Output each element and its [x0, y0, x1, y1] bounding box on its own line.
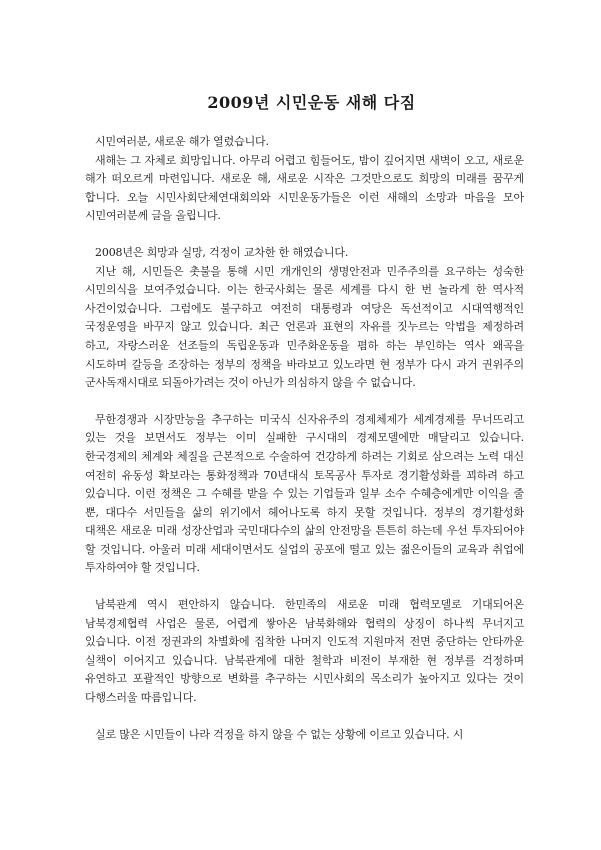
paragraph-candlelight: 지난 해, 시민들은 촛불을 통해 시민 개개인의 생명안전과 민주주의를 요구하는 성숙한 시민의식을 보여주었습니다. 이는 한국사회는 물론 세계를 다시 한 번 놀라게 한 역사적 사건이었습니다. 그럼에도 불구하고 여전히 대통령과 여당은 독선적이고 시대역행적인 국정운영을 바꾸지 않고 있습니다. 최근 언론과 표현의 자유를 짓누르는 악법을 제정하려 하고, 자랑스러운 선조들의 독립운동과 민주화운동을 폄하 하는 부인하는 역사 왜곡을 시도하며 갈등을 조장하는 정부의 정책을 바라보고 있노라면 현 정부가 다시 과거 권위주의 군사독재시대로 되돌아가려는 것이 아닌가 의심하지 않을 수 없습니다. [85, 264, 524, 390]
paragraph-spacer [85, 708, 524, 726]
paragraph-new-year-hope: 새해는 그 자체로 희망입니다. 아무리 어렵고 힘들어도, 밤이 깊어지면 새벽이 오고, 새로운 해가 떠오르게 마련입니다. 새로운 해, 새로운 시작은 그것만으로도 희망의 미래를 꿈꾸게 합니다. 오늘 시민사회단체연대회의와 시민운동가들은 이런 새해의 소망과 마음을 모아 시민여러분께 글을 올립니다. [85, 153, 524, 223]
paragraph-inter-korean: 남북관계 역시 편안하지 않습니다. 한민족의 새로운 미래 협력모델로 기대되어온 남북경제협력 사업은 물론, 어렵게 쌓아온 남북화해와 협력의 상징이 하나씩 무너지고 있습니다. 이전 정권과의 차별화에 집착한 나머지 인도적 지원마저 전면 중단하는 안타까운 실책이 이어지고 있습니다. 남북관계에 대한 철학과 비전이 부재한 현 정부를 걱정하며 유연하고 포괄적인 방향으로 변화를 추구하는 시민사회의 목소리가 높아지고 있다는 것이 다행스러울 따름입니다. [85, 598, 524, 705]
document-title: 2009년 시민운동 새해 다짐 [207, 93, 416, 112]
paragraph-spacer [85, 578, 524, 596]
paragraph-spacer [85, 393, 524, 411]
paragraph-economy: 무한경쟁과 시장만능을 추구하는 미국식 신자유주의 경제체제가 세계경제를 무너뜨리고 있는 것을 보면서도 정부는 이미 실패한 구시대의 경제모델에만 매달리고 있습니다. 한국경제의 체계와 체질을 근본적으로 수술하여 건강하게 하려는 기회로 삼으려는 노력 대신 여전히 유동성 확보라는 통화정책과 70년대식 토목공사 투자로 경기활성화를 꾀하려 하고 있습니다. 이런 정책은 그 수혜를 받을 수 있는 기업들과 일부 소수 수혜층에게만 이익을 줄 뿐, 대다수 서민들을 삶의 위기에서 헤어나도록 하지 못할 것입니다. 정부의 경기활성화 대책은 새로운 미래 성장산업과 국민대다수의 삶의 안전망을 튼튼히 하는데 우선 투자되어야 할 것입니다. 아울러 미래 세대이면서도 실업의 공포에 떨고 있는 젊은이들의 교육과 취업에 투자하여야 할 것입니다. [85, 412, 524, 575]
paragraph-2008-summary: 2008년은 희망과 실망, 걱정이 교차한 한 해였습니다. [95, 245, 349, 259]
paragraph-greeting: 시민여러분, 새로운 해가 열렸습니다. [95, 135, 269, 148]
paragraph-spacer [85, 226, 524, 244]
paragraph-concern: 실로 많은 시민들이 나라 걱정을 하지 않을 수 없는 상황에 이르고 있습니다. 시 [95, 727, 464, 741]
